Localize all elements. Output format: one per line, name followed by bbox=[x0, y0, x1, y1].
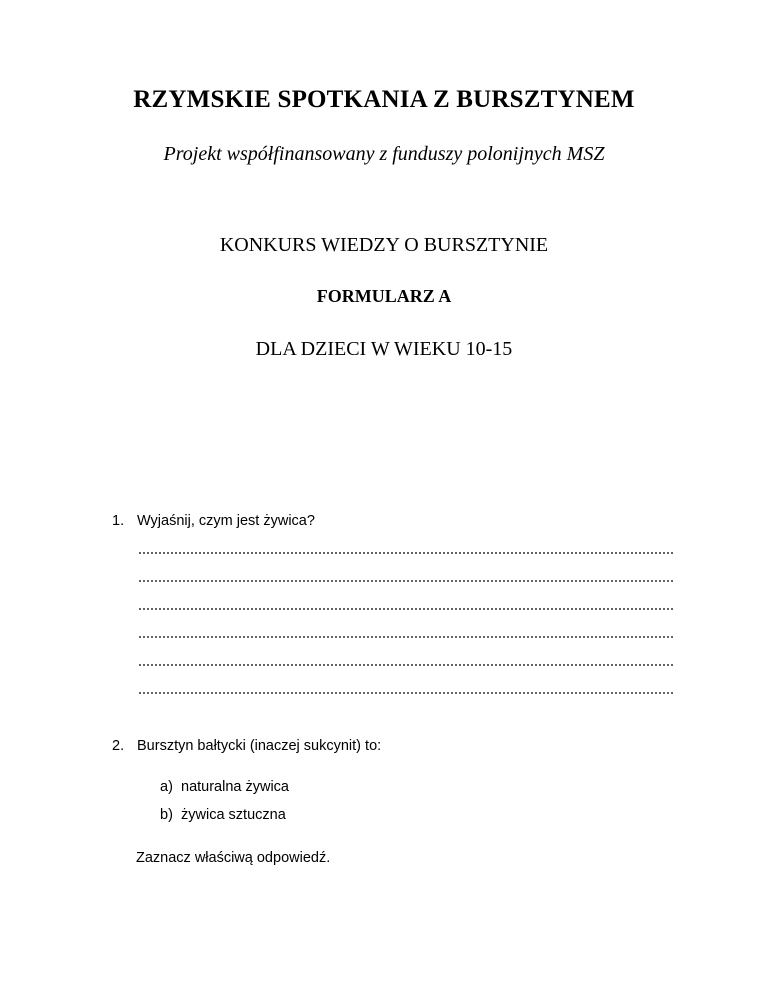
question-1 bbox=[112, 513, 315, 529]
question-2-instruction: Zaznacz właściwą odpowiedź. bbox=[136, 850, 331, 866]
answer-line[interactable] bbox=[138, 636, 674, 638]
age-group: DLA DZIECI W WIEKU 10-15 bbox=[255, 338, 513, 360]
answer-line[interactable] bbox=[138, 580, 674, 582]
document-subtitle: Projekt współfinansowany z funduszy polonijnych MSZ bbox=[163, 143, 605, 165]
option-a-letter: a) bbox=[160, 779, 173, 795]
answer-line[interactable] bbox=[138, 664, 674, 666]
question-2-number: 2. bbox=[112, 738, 125, 754]
option-b[interactable] bbox=[160, 807, 286, 823]
option-b-text: żywica sztuczna bbox=[181, 807, 286, 823]
answer-line[interactable] bbox=[138, 692, 674, 694]
question-1-number: 1. bbox=[112, 513, 125, 529]
form-label: FORMULARZ A bbox=[316, 286, 452, 306]
answer-line[interactable] bbox=[138, 552, 674, 554]
question-1-text: Wyjaśnij, czym jest żywica? bbox=[137, 513, 315, 529]
answer-line[interactable] bbox=[138, 608, 674, 610]
option-b-letter: b) bbox=[160, 807, 173, 823]
document-title: RZYMSKIE SPOTKANIA Z BURSZTYNEM bbox=[133, 86, 635, 113]
question-2 bbox=[112, 738, 381, 754]
contest-name: KONKURS WIEDZY O BURSZTYNIE bbox=[219, 234, 549, 256]
option-a[interactable] bbox=[160, 779, 289, 795]
option-a-text: naturalna żywica bbox=[181, 779, 289, 795]
question-2-text: Bursztyn bałtycki (inaczej sukcynit) to: bbox=[137, 738, 382, 754]
